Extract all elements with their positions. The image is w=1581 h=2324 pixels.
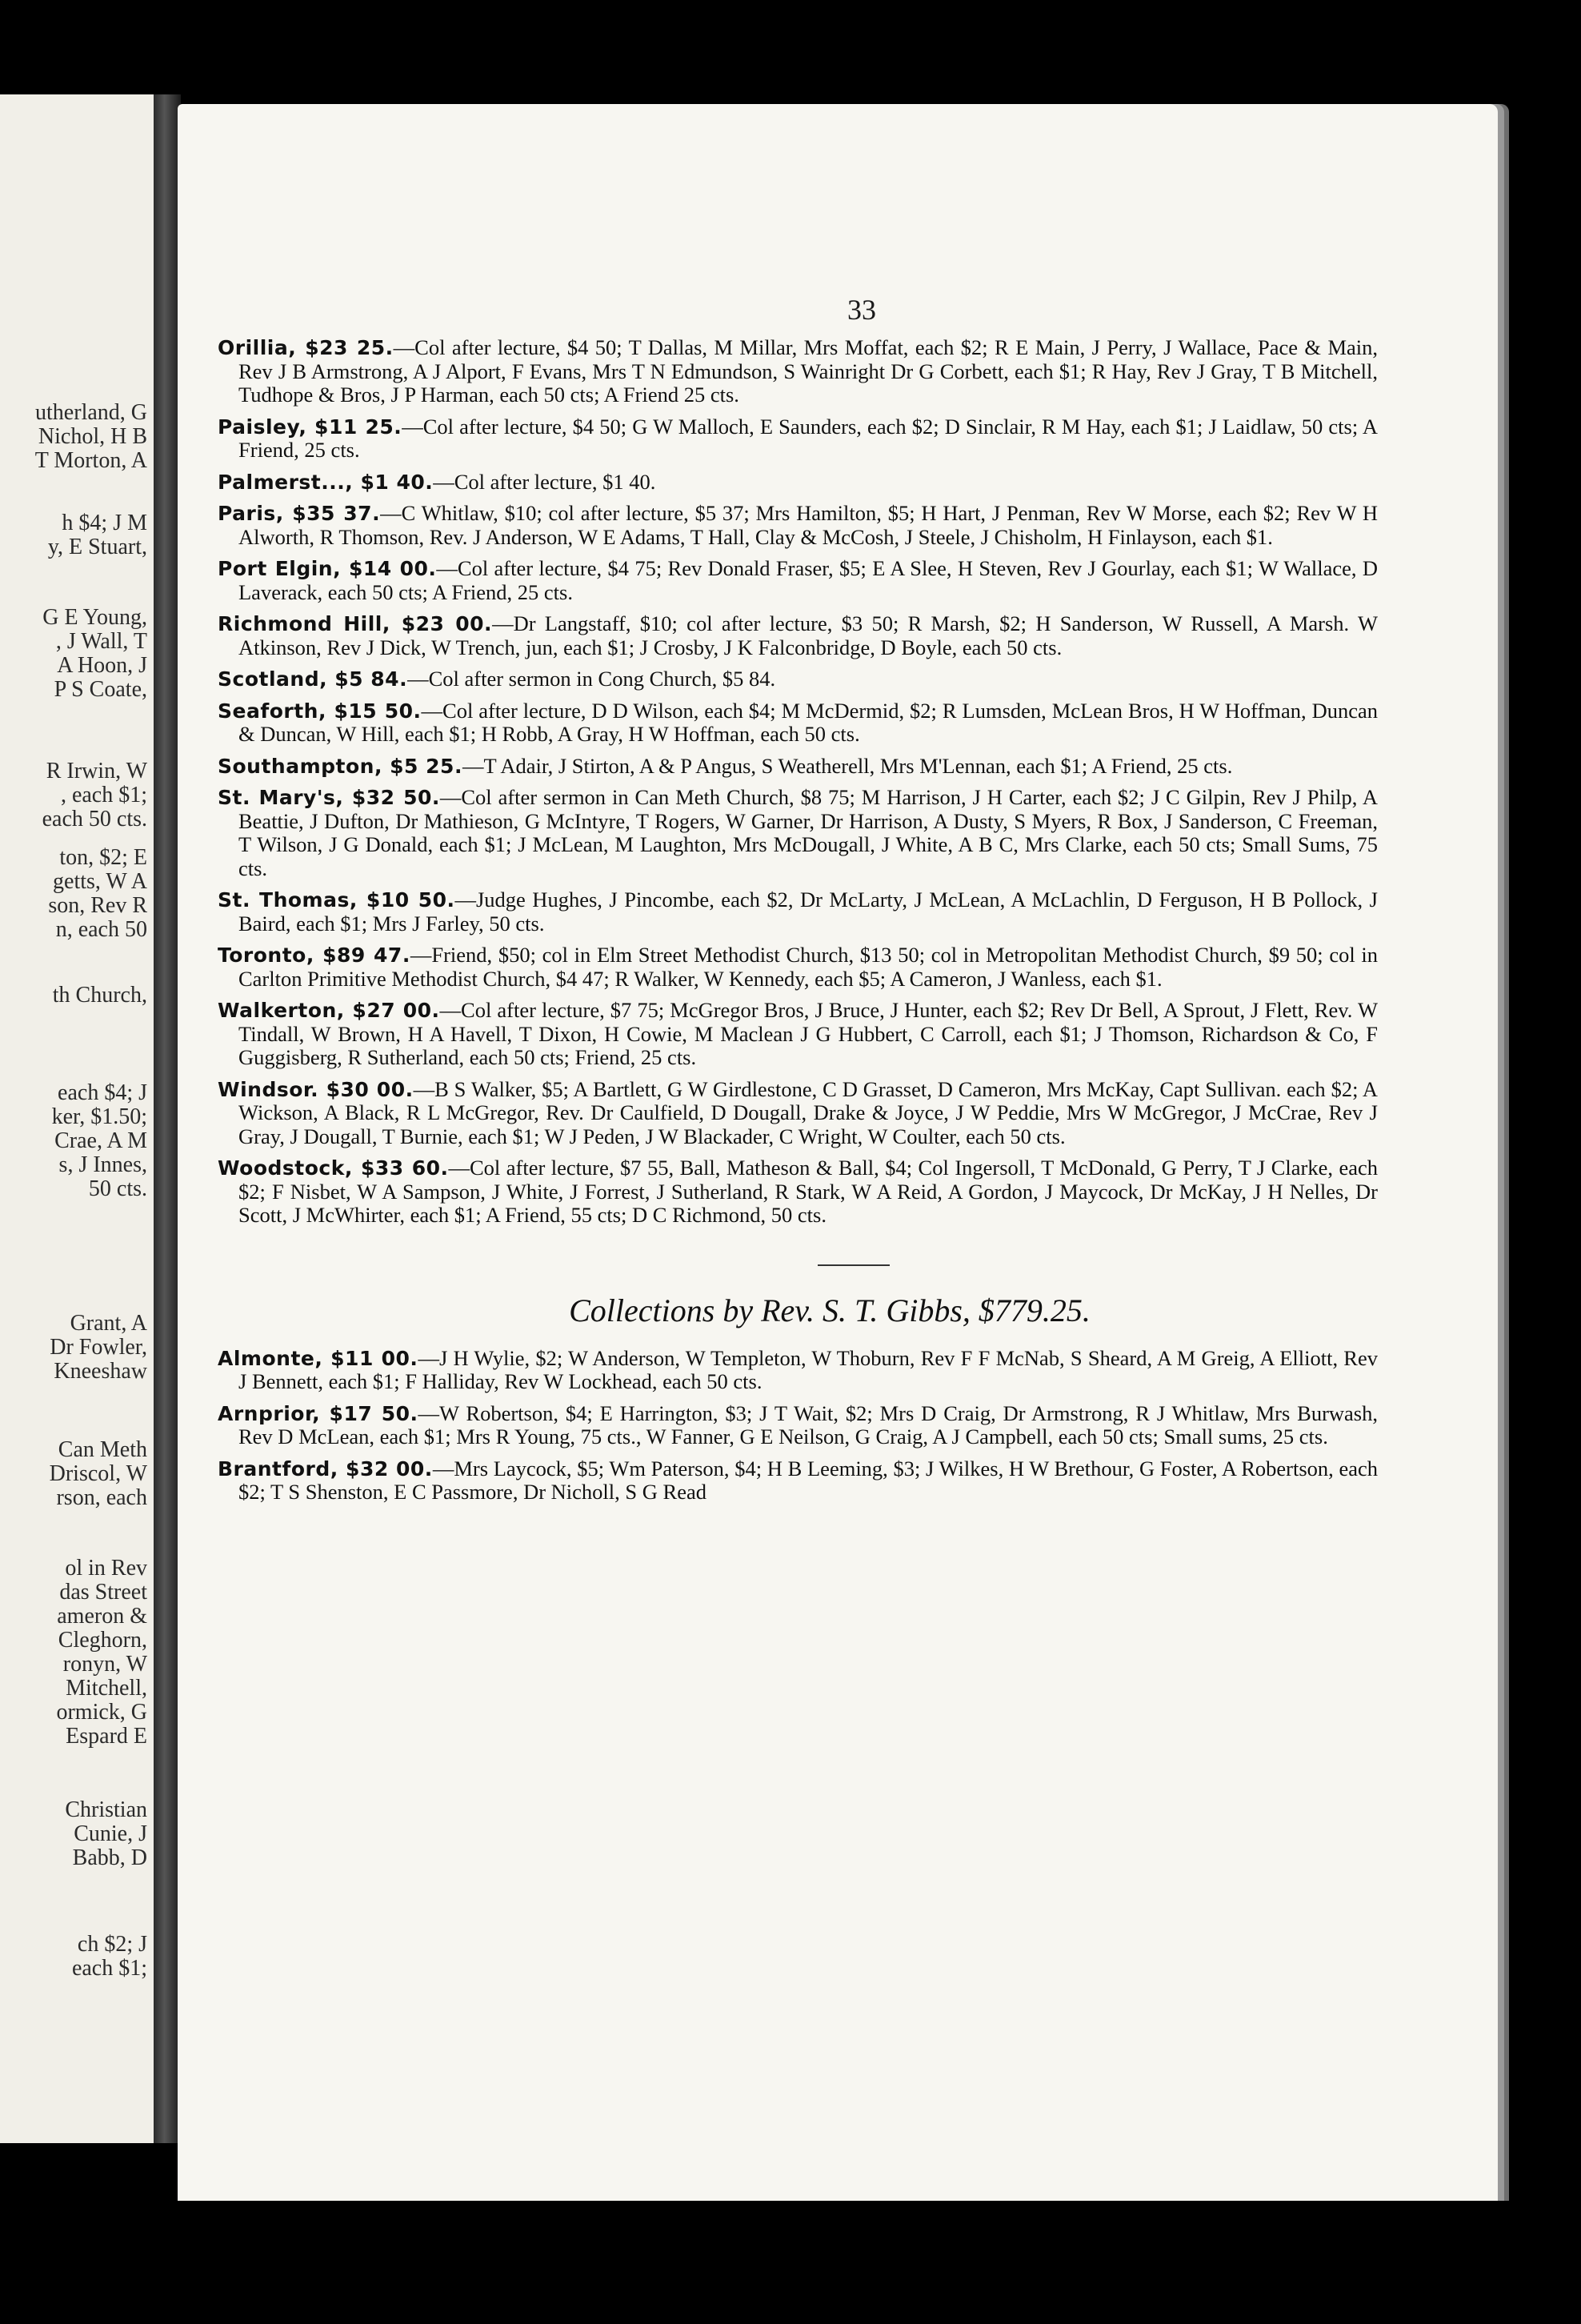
place-heading: Orillia, $23 25. [218, 336, 394, 359]
entry-text: W Robertson, $4; E Harrington, $3; J T Wait, $2; Mrs D Craig, Dr Armstrong, R J Whitlaw, Mrs Burwash, Rev D McLean, each $1; Mrs R Young, 75 cts., W Fanner, G E Neilson, G Craig, A J Campbell, each 50 cts; Small sums, 25 cts. [238, 1400, 1378, 1448]
place-heading: Paisley, $11 25. [218, 415, 402, 439]
prev-line: h $4; J M [62, 511, 147, 535]
place-heading: Richmond Hill, $23 00. [218, 612, 493, 635]
list-item: Brantford, $32 00.—Mrs Laycock, $5; Wm Paterson, $4; H B Leeming, $3; J Wilkes, H W Brethour, G Foster, A Robertson, each $2; T S Shenston, E C Passmore, Dr Nicholl, S G Read [218, 1456, 1379, 1504]
prev-line: Crae, A M [54, 1128, 147, 1153]
place-heading: St. Thomas, $10 50. [218, 888, 455, 912]
entry-text: Judge Hughes, J Pincombe, each $2, Dr McLarty, J McLean, A McLachlin, D Ferguson, H B Pollock, J Baird, each $1; Mrs J Farley, 50 cts. [238, 888, 1378, 936]
prev-line: Dr Fowler, [50, 1335, 147, 1360]
section-title: Collections by Rev. S. T. Gibbs, $779.25. [569, 1292, 1091, 1328]
book-page [178, 104, 1498, 2201]
entry-text: Col after lecture, $4 50; G W Malloch, E Saunders, each $2; D Sinclair, R M Hay, each $1; J Laidlaw, 50 cts; A Friend, 25 cts. [238, 414, 1379, 462]
entry-text: C Whitlaw, $10; col after lecture, $5 37; Mrs Hamilton, $5; H Hart, J Penman, Rev W Morse, each $2; Rev W H Alworth, R Thomson, Rev. J Anderson, W E Adams, T Hall, Clay & McCosh, J Steele, J Chisholm, H Finlayson, each $1. [238, 501, 1378, 549]
place-heading: Paris, $35 37. [218, 502, 381, 525]
page-number: 33 [847, 294, 876, 326]
prev-line: getts, W A [53, 869, 147, 894]
prev-line: s, J Innes, [58, 1152, 147, 1177]
list-item: St. Thomas, $10 50.—Judge Hughes, J Pincombe, each $2, Dr McLarty, J McLean, A McLachlin, D Ferguson, H B Pollock, J Baird, each $1; Mrs J Farley, 50 cts. [218, 888, 1378, 936]
entry-text: J H Wylie, $2; W Anderson, W Templeton, W Thoburn, Rev F F McNab, S Sheard, A M Greig, A Elliott, Rev J Bennett, each $1; F Halliday, Rev W Lockhead, each 50 cts. [238, 1345, 1378, 1393]
place-heading: Woodstock, $33 60. [218, 1156, 449, 1180]
list-item: Woodstock, $33 60.—Col after lecture, $7 55, Ball, Matheson & Ball, $4; Col Ingersoll, T McDonald, G Perry, T J Clarke, each $2; F Nisbet, W A Sampson, J White, J Forrest, J Sutherland, R Stark, W A Reid, A Gordon, J Maycock, Dr McKay, J H Nelles, Dr Scott, J McWhirter, each $1; A Friend, 55 cts; D C Richmond, 50 cts. [218, 1156, 1378, 1227]
prev-line: each $4; J [58, 1080, 147, 1105]
list-item: Seaforth, $15 50.—Col after lecture, D D Wilson, each $4; M McDermid, $2; R Lumsden, McLean Bros, H W Hoffman, Duncan & Duncan, W Hill, each $1; H Robb, A Gray, H W Hoffman, each 50 cts. [218, 698, 1378, 746]
entry-text: Col after lecture, $4 75; Rev Donald Fraser, $5; E A Slee, H Steven, Rev J Gourlay, each $1; W Wallace, D Laverack, each 50 cts; A Friend, 25 cts. [238, 556, 1378, 604]
entry-text: Col after sermon in Cong Church, $5 84. [428, 667, 776, 691]
list-item: Almonte, $11 00.—J H Wylie, $2; W Anderson, W Templeton, W Thoburn, Rev F F McNab, S Sheard, A M Greig, A Elliott, Rev J Bennett, each $1; F Halliday, Rev W Lockhead, each 50 cts. [218, 1345, 1378, 1393]
prev-line: Driscol, W [49, 1461, 147, 1486]
prev-line: Grant, A [70, 1311, 147, 1336]
entry-text: Col after lecture, $1 40. [454, 469, 656, 494]
list-item: Paisley, $11 25.—Col after lecture, $4 50; G W Malloch, E Saunders, each $2; D Sinclair, R M Hay, each $1; J Laidlaw, 50 cts; A Friend, 25 cts. [218, 414, 1379, 462]
entry-text: Dr Langstaff, $10; col after lecture, $3 50; R Marsh, $2; H Sanderson, W Russell, A Marsh. W Atkinson, Rev J Dick, W Trench, jun, each $1; J Crosby, J K Falconbridge, D Boyle, each 50 cts. [238, 611, 1379, 659]
place-heading: Scotland, $5 84. [218, 667, 408, 691]
prev-line: Nichol, H B [38, 424, 147, 449]
list-item: Paris, $35 37.—C Whitlaw, $10; col after lecture, $5 37; Mrs Hamilton, $5; H Hart, J Penman, Rev W Morse, each $2; Rev W H Alworth, R Thomson, Rev. J Anderson, W E Adams, T Hall, Clay & McCosh, J Steele, J Chisholm, H Finlayson, each $1. [218, 501, 1378, 549]
prev-line: Can Meth [58, 1437, 147, 1462]
prev-line: utherland, G [35, 400, 147, 425]
prev-line: ch $2; J [77, 1932, 147, 1957]
prev-line: Cunie, J [74, 1821, 147, 1846]
entry-text: Friend, $50; col in Elm Street Methodist Church, $13 50; col in Metropolitan Methodist Church, $9 50; col in Carlton Primitive Methodist Church, $4 47; R Walker, W Kennedy, each $5; A Cameron, J Wanless, each $1. [238, 943, 1378, 991]
prev-line: Espard E [66, 1724, 147, 1749]
prev-line: A Hoon, J [57, 653, 147, 678]
prev-line: , J Wall, T [55, 629, 147, 654]
entry-text: Col after lecture, $7 75; McGregor Bros, J Bruce, J Hunter, each $2; Rev Dr Bell, A Sprout, J Flett, Rev. W Tindall, W Brown, H A Havell, T Dixon, H Cowie, M Maclean J G Hubbert, C Carroll, each $1; J Thomson, Richardson & Co, F Guggisberg, R Sutherland, each 50 cts; Friend, 25 cts. [238, 998, 1378, 1069]
place-heading: Toronto, $89 47. [218, 944, 410, 967]
prev-line: ormick, G [56, 1700, 147, 1725]
list-item: Richmond Hill, $23 00.—Dr Langstaff, $10; col after lecture, $3 50; R Marsh, $2; H Sanderson, W Russell, A Marsh. W Atkinson, Rev J Dick, W Trench, jun, each $1; J Crosby, J K Falconbridge, D Boyle, each 50 cts. [218, 611, 1379, 659]
prev-line: P S Coate, [54, 677, 147, 702]
entry-text: Col after lecture, $4 50; T Dallas, M Millar, Mrs Moffat, each $2; R E Main, J Perry, J Wallace, Pace & Main, Rev J B Armstrong, A J Alport, F Evans, Mrs T N Edmundson, S Wainright Dr G Corbett, each $1; R Hay, Rev J Gray, T B Mitchell, Tudhope & Bros, J P Harman, each 50 cts; A Friend 25 cts. [238, 335, 1379, 407]
prev-line: each $1; [71, 1956, 147, 1981]
prev-line: ker, $1.50; [51, 1104, 147, 1129]
list-item: Walkerton, $27 00.—Col after lecture, $7 75; McGregor Bros, J Bruce, J Hunter, each $2; Rev Dr Bell, A Sprout, J Flett, Rev. W Tindall, W Brown, H A Havell, T Dixon, H Cowie, M Maclean J G Hubbert, C Carroll, each $1; J Thomson, Richardson & Co, F Guggisberg, R Sutherland, each 50 cts; Friend, 25 cts. [218, 998, 1378, 1069]
prev-line: rson, each [56, 1485, 147, 1510]
prev-line: Babb, D [72, 1845, 147, 1870]
place-heading: Port Elgin, $14 00. [218, 557, 437, 580]
place-heading: Seaforth, $15 50. [218, 699, 422, 723]
list-item: Windsor. $30 00.—B S Walker, $5; A Bartlett, G W Girdlestone, C D Grasset, D Cameron, Mrs McKay, Capt Sullivan. each $2; A Wickson, A Black, R L McGregor, Rev. Dr Caulfield, D Dougall, Drake & Joyce, J W Peddie, Mrs W McGregor, J McCrae, Rev J Gray, J Dougall, T Burnie, each $1; W J Peden, J W Blackader, C Wright, W Coulter, each 50 cts. [218, 1076, 1379, 1148]
prev-line: ton, $2; E [59, 845, 147, 870]
prev-line: R Irwin, W [46, 759, 147, 783]
entry-text: Mrs Laycock, $5; Wm Paterson, $4; H B Leeming, $3; J Wilkes, H W Brethour, G Foster, A Robertson, each $2; T S Shenston, E C Passmore, Dr Nicholl, S G Read [238, 1456, 1379, 1504]
prev-line: each 50 cts. [42, 807, 147, 831]
prev-line: , each $1; [60, 783, 147, 807]
prev-line: son, Rev R [48, 893, 147, 918]
prev-line: ronyn, W [62, 1652, 147, 1677]
page-body [218, 336, 1378, 1513]
place-heading: Arnprior, $17 50. [218, 1401, 418, 1425]
prev-line: T Morton, A [34, 448, 147, 473]
place-heading: St. Mary's, $32 50. [218, 786, 440, 809]
section-divider [818, 1264, 890, 1266]
place-heading: Almonte, $11 00. [218, 1346, 418, 1370]
prev-line: Cleghorn, [58, 1628, 147, 1653]
list-item: Toronto, $89 47.—Friend, $50; col in Elm Street Methodist Church, $13 50; col in Metropolitan Methodist Church, $9 50; col in Carlton Primitive Methodist Church, $4 47; R Walker, W Kennedy, each $5; A Cameron, J Wanless, each $1. [218, 943, 1378, 991]
prev-line: y, E Stuart, [47, 535, 147, 559]
place-heading: Walkerton, $27 00. [218, 999, 440, 1022]
list-item: Southampton, $5 25.—T Adair, J Stirton, A & P Angus, S Weatherell, Mrs M'Lennan, each $1; A Friend, 25 cts. [218, 753, 1233, 778]
prev-line: Mitchell, [66, 1676, 147, 1701]
prev-line: ol in Rev [65, 1556, 147, 1581]
prev-line: das Street [59, 1580, 147, 1605]
prev-line: G E Young, [42, 605, 147, 630]
prev-line: 50 cts. [88, 1176, 147, 1201]
place-heading: Windsor. $30 00. [218, 1077, 414, 1101]
previous-page-fragment [0, 94, 154, 2143]
list-item: Port Elgin, $14 00.—Col after lecture, $4 75; Rev Donald Fraser, $5; E A Slee, H Steven, Rev J Gourlay, each $1; W Wallace, D Laverack, each 50 cts; A Friend, 25 cts. [218, 556, 1378, 604]
prev-line: ameron & [57, 1604, 147, 1629]
book-gutter [154, 94, 181, 2143]
prev-line: Kneeshaw [54, 1359, 147, 1384]
list-item: St. Mary's, $32 50.—Col after sermon in Can Meth Church, $8 75; M Harrison, J H Carter, each $2; J C Gilpin, Rev J Philp, A Beattie, J Dufton, Dr Mathieson, G McIntyre, T Rogers, W Garner, Dr Harrison, A Dusty, S Myers, R Box, J Sanderson, C Freeman, T Wilson, J G Donald, each $1; J McLean, M Laughton, Mrs McDougall, J White, A B C, Mrs Clarke, each 50 cts; Small Sums, 75 cts. [218, 785, 1378, 880]
entry-text: Col after lecture, D D Wilson, each $4; M McDermid, $2; R Lumsden, McLean Bros, H W Hoffman, Duncan & Duncan, W Hill, each $1; H Robb, A Gray, H W Hoffman, each 50 cts. [238, 698, 1378, 746]
entry-text: Col after sermon in Can Meth Church, $8 75; M Harrison, J H Carter, each $2; J C Gilpin, Rev J Philp, A Beattie, J Dufton, Dr Mathieson, G McIntyre, T Rogers, W Garner, Dr Harrison, A Dusty, S Myers, R Box, J Sanderson, C Freeman, T Wilson, J G Donald, each $1; J McLean, M Laughton, Mrs McDougall, J White, A B C, Mrs Clarke, each 50 cts; Small Sums, 75 cts. [238, 785, 1378, 880]
prev-line: Christian [65, 1797, 147, 1822]
list-item: Arnprior, $17 50.—W Robertson, $4; E Harrington, $3; J T Wait, $2; Mrs D Craig, Dr Armstrong, R J Whitlaw, Mrs Burwash, Rev D McLean, each $1; Mrs R Young, 75 cts., W Fanner, G E Neilson, G Craig, A J Campbell, each 50 cts; Small sums, 25 cts. [218, 1400, 1378, 1448]
list-item: Orillia, $23 25.—Col after lecture, $4 50; T Dallas, M Millar, Mrs Moffat, each $2; R E Main, J Perry, J Wallace, Pace & Main, Rev J B Armstrong, A J Alport, F Evans, Mrs T N Edmundson, S Wainright Dr G Corbett, each $1; R Hay, Rev J Gray, T B Mitchell, Tudhope & Bros, J P Harman, each 50 cts; A Friend 25 cts. [218, 335, 1379, 407]
place-heading: Southampton, $5 25. [218, 754, 462, 778]
prev-line: n, each 50 [55, 917, 147, 942]
place-heading: Brantford, $32 00. [218, 1457, 433, 1481]
prev-line: th Church, [52, 983, 147, 1008]
entry-text: Col after lecture, $7 55, Ball, Matheson & Ball, $4; Col Ingersoll, T McDonald, G Perry, T J Clarke, each $2; F Nisbet, W A Sampson, J White, J Forrest, J Sutherland, R Stark, W A Reid, A Gordon, J Maycock, Dr McKay, J H Nelles, Dr Scott, J McWhirter, each $1; A Friend, 55 cts; D C Richmond, 50 cts. [238, 1156, 1378, 1227]
place-heading: Palmerst..., $1 40. [218, 470, 434, 494]
entry-text: T Adair, J Stirton, A & P Angus, S Weatherell, Mrs M'Lennan, each $1; A Friend, 25 cts. [483, 753, 1233, 778]
list-item: Palmerst..., $1 40.—Col after lecture, $1 40. [218, 469, 656, 494]
list-item: Scotland, $5 84.—Col after sermon in Cong Church, $5 84. [218, 667, 776, 691]
entry-text: B S Walker, $5; A Bartlett, G W Girdlestone, C D Grasset, D Cameron, Mrs McKay, Capt Sullivan. each $2; A Wickson, A Black, R L McGregor, Rev. Dr Caulfield, D Dougall, Drake & Joyce, J W Peddie, Mrs W McGregor, J McCrae, Rev J Gray, J Dougall, T Burnie, each $1; W J Peden, J W Blackader, C Wright, W Coulter, each 50 cts. [238, 1076, 1379, 1148]
